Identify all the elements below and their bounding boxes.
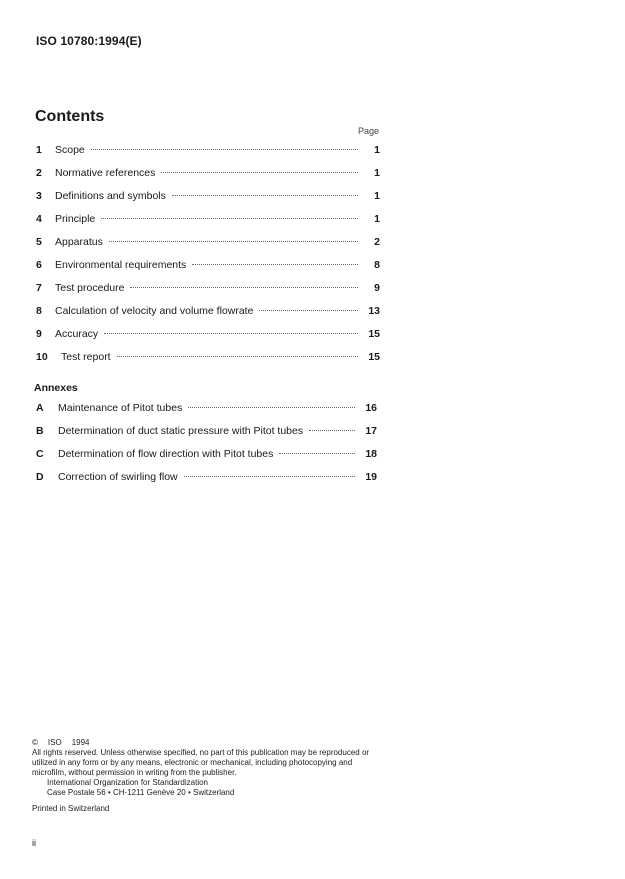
- table-of-contents: [36, 144, 380, 374]
- toc-item[interactable]: [36, 282, 380, 305]
- toc-item-number: 1: [36, 144, 42, 156]
- annex-item[interactable]: [36, 402, 377, 425]
- rights-notice: All rights reserved. Unless otherwise specified, no part of this publication may be reproduced or utilized in any form or by any means, electronic or mechanical, including photocopying and microfilm, without permission in writing from the publisher.: [32, 748, 370, 777]
- toc-item-page: 15: [368, 328, 380, 340]
- dot-leader: [172, 195, 358, 196]
- toc-item-title: Test procedure: [55, 282, 125, 294]
- annex-item-letter: B: [36, 425, 44, 437]
- organization-name: International Organization for Standardization: [47, 778, 208, 787]
- toc-item[interactable]: [36, 351, 380, 374]
- document-header: ISO 10780:1994(E): [36, 34, 142, 48]
- dot-leader: [117, 356, 358, 357]
- dot-leader: [91, 149, 358, 150]
- toc-item-page: 9: [374, 282, 380, 294]
- copyright-year: 1994: [71, 738, 90, 747]
- annex-item[interactable]: [36, 471, 377, 494]
- annex-item-title: Determination of duct static pressure with Pitot tubes: [58, 425, 304, 437]
- organization-address: Case Postale 56 • CH-1211 Genève 20 • Switzerland: [47, 788, 235, 797]
- toc-item[interactable]: [36, 213, 380, 236]
- toc-item-page: 13: [368, 305, 380, 317]
- toc-item-title: Principle: [55, 213, 96, 225]
- dot-leader: [259, 310, 358, 311]
- toc-item-number: 7: [36, 282, 42, 294]
- dot-leader: [109, 241, 358, 242]
- annex-item[interactable]: [36, 448, 377, 471]
- toc-item-title: Environmental requirements: [55, 259, 187, 271]
- toc-item[interactable]: [36, 328, 380, 351]
- annex-list: [36, 402, 377, 494]
- toc-item-page: 8: [374, 259, 380, 271]
- printed-in: Printed in Switzerland: [32, 804, 110, 813]
- annex-item-letter: A: [36, 402, 44, 414]
- annexes-heading: Annexes: [34, 382, 78, 394]
- toc-item[interactable]: [36, 259, 380, 282]
- toc-item-number: 5: [36, 236, 42, 248]
- annex-item-page: 16: [365, 402, 377, 414]
- toc-item-page: 1: [374, 213, 380, 225]
- dot-leader: [101, 218, 358, 219]
- annex-item-letter: D: [36, 471, 44, 483]
- copyright-org: ISO: [47, 738, 62, 747]
- toc-item-page: 1: [374, 144, 380, 156]
- dot-leader: [130, 287, 358, 288]
- copyright-line: [32, 738, 382, 748]
- toc-item[interactable]: [36, 167, 380, 190]
- toc-item-title: Calculation of velocity and volume flowrate: [55, 305, 254, 317]
- toc-item-page: 1: [374, 190, 380, 202]
- dot-leader: [104, 333, 358, 334]
- annex-item-letter: C: [36, 448, 44, 460]
- annex-item-page: 19: [365, 471, 377, 483]
- toc-item[interactable]: [36, 144, 380, 167]
- annex-item[interactable]: [36, 425, 377, 448]
- toc-item-number: 6: [36, 259, 42, 271]
- contents-title: Contents: [35, 108, 105, 125]
- toc-item-title: Apparatus: [55, 236, 103, 248]
- toc-item-title: Test report: [61, 351, 111, 363]
- dot-leader: [192, 264, 358, 265]
- toc-item-page: 1: [374, 167, 380, 179]
- toc-item-title: Definitions and symbols: [55, 190, 166, 202]
- toc-item-page: 15: [368, 351, 380, 363]
- dot-leader: [279, 453, 355, 454]
- toc-item[interactable]: [36, 190, 380, 213]
- dot-leader: [184, 476, 355, 477]
- toc-item-number: 9: [36, 328, 42, 340]
- toc-item-title: Normative references: [55, 167, 156, 179]
- page-number: ii: [32, 838, 36, 848]
- toc-item-page: 2: [374, 236, 380, 248]
- toc-item-number: 8: [36, 305, 42, 317]
- toc-item[interactable]: [36, 305, 380, 328]
- page-column-label: Page: [358, 126, 380, 136]
- annex-item-page: 18: [365, 448, 377, 460]
- toc-item-number: 10: [36, 351, 48, 363]
- toc-item-number: 4: [36, 213, 42, 225]
- dot-leader: [309, 430, 355, 431]
- annex-item-title: Correction of swirling flow: [58, 471, 178, 483]
- dot-leader: [188, 407, 355, 408]
- toc-item-number: 2: [36, 167, 42, 179]
- toc-item[interactable]: [36, 236, 380, 259]
- annex-item-title: Maintenance of Pitot tubes: [58, 402, 183, 414]
- toc-item-number: 3: [36, 190, 42, 202]
- copyright-footer: [32, 738, 382, 814]
- annex-item-title: Determination of flow direction with Pitot tubes: [58, 448, 274, 460]
- annex-item-page: 17: [365, 425, 377, 437]
- toc-item-title: Accuracy: [55, 328, 99, 340]
- toc-item-title: Scope: [55, 144, 85, 156]
- dot-leader: [161, 172, 358, 173]
- copyright-icon: ©: [32, 738, 38, 747]
